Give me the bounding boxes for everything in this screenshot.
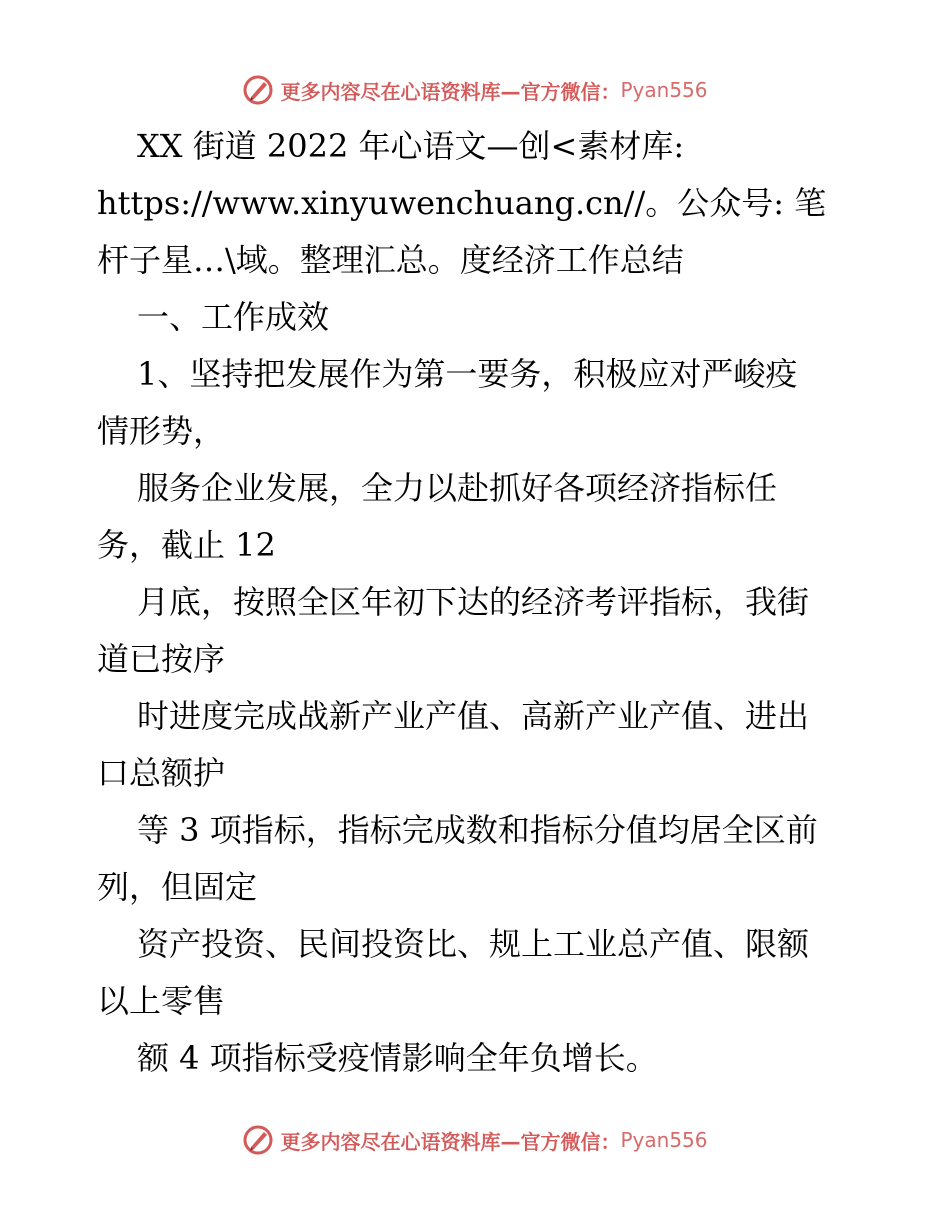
paragraph-line: 口总额护 (97, 754, 226, 792)
body-line-title-2: https://www.xinyuwenchuang.cn//。公众号: 笔 (97, 184, 827, 222)
paragraph-line: 月底，按照全区年初下达的经济考评指标，我街 (137, 583, 810, 621)
pen-logo-icon (242, 1124, 274, 1156)
body-line-title-1: XX 街道 2022 年心语文—创<素材库: (137, 127, 685, 165)
footer-watermark-id: Pyan556 (620, 1128, 708, 1152)
paragraph-line: 服务企业发展，全力以赴抓好各项经济指标任 (137, 469, 778, 507)
paragraph-line: 1、坚持把发展作为第一要务，积极应对严峻疫 (137, 355, 798, 393)
body-line-title-3: 杆子星…\域。整理汇总。度经济工作总结 (97, 241, 684, 279)
paragraph-line: 列，但固定 (97, 868, 258, 906)
section-heading: 一、工作成效 (137, 298, 330, 336)
document-body (97, 118, 857, 1087)
footer-watermark (0, 1120, 950, 1160)
paragraph-line: 情形势， (97, 412, 226, 450)
paragraph-line: 额 4 项指标受疫情影响全年负增长。 (137, 1039, 658, 1077)
paragraph-line: 务，截止 12 (97, 526, 276, 564)
paragraph-line: 等 3 项指标，指标完成数和指标分值均居全区前 (137, 811, 818, 849)
header-watermark-id: Pyan556 (620, 78, 708, 102)
header-watermark (0, 70, 950, 110)
pen-logo-icon (242, 74, 274, 106)
paragraph-line: 资产投资、民间投资比、规上工业总产值、限额 (137, 925, 810, 963)
paragraph-line: 道已按序 (97, 640, 226, 678)
paragraph-line: 时进度完成战新产业产值、高新产业产值、进出 (137, 697, 810, 735)
header-watermark-text: 更多内容尽在心语资料库—官方微信： (280, 79, 621, 104)
paragraph-line: 以上零售 (97, 982, 226, 1020)
footer-watermark-text: 更多内容尽在心语资料库—官方微信： (280, 1129, 621, 1154)
